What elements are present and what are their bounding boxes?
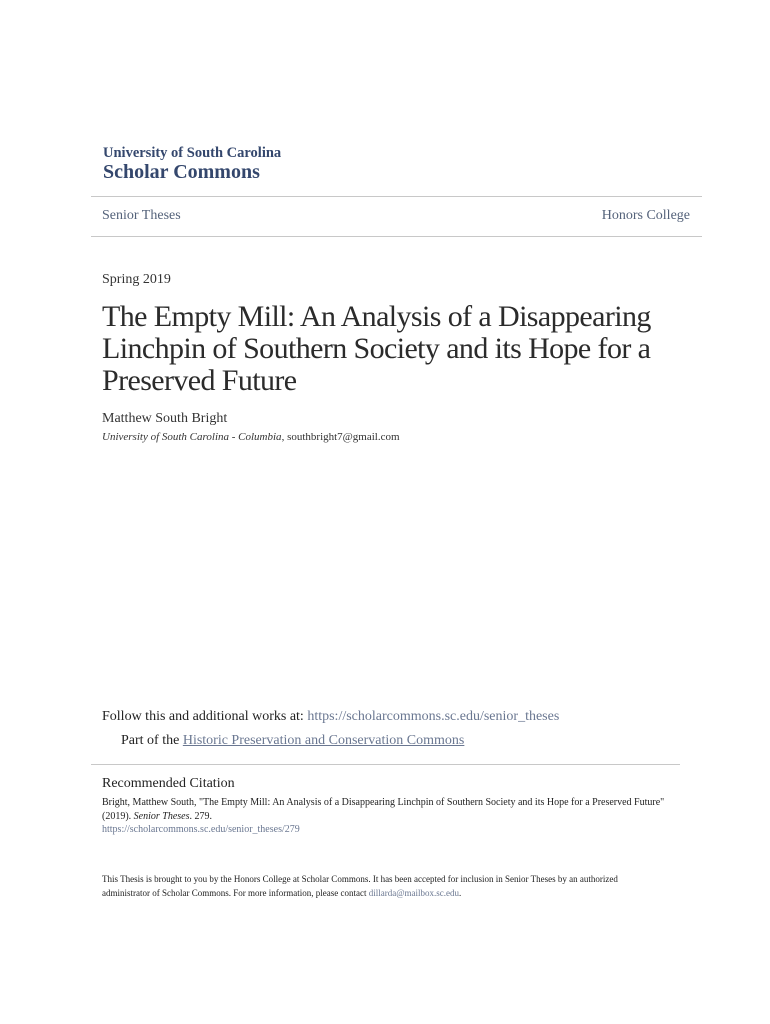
contact-email-link[interactable]: dillarda@mailbox.sc.edu [368, 888, 459, 898]
university-name: University of South Carolina [103, 145, 282, 161]
commons-discipline-link[interactable]: Historic Preservation and Conservation Commons [182, 733, 465, 748]
citation-number: . 279. [189, 811, 213, 822]
citation-series: Senior Theses [133, 811, 190, 822]
footer-notice [102, 872, 662, 900]
citation-url-link[interactable]: https://scholarcommons.sc.edu/senior_theses/279 [102, 824, 300, 835]
part-of-line [121, 733, 464, 749]
collection-link-honors-college[interactable]: Honors College [601, 208, 690, 223]
author-affiliation [102, 431, 400, 443]
citation-text [102, 796, 672, 824]
header-divider-top [91, 196, 702, 197]
follow-prefix: Follow this and additional works at: [102, 709, 308, 724]
citation-heading: Recommended Citation [102, 776, 235, 791]
affiliation-separator: , [281, 431, 288, 443]
publication-date: Spring 2019 [102, 272, 171, 287]
part-of-prefix: Part of the [121, 733, 183, 748]
author-email: southbright7@gmail.com [287, 431, 400, 443]
header-divider-bottom [91, 236, 702, 237]
affiliation-institution: University of South Carolina - Columbia [102, 431, 282, 443]
repository-name[interactable]: Scholar Commons [103, 161, 260, 183]
follow-url-link[interactable]: https://scholarcommons.sc.edu/senior_theses [307, 709, 560, 724]
citation-divider [91, 764, 680, 765]
citation-main: Bright, Matthew South, "The Empty Mill: An Analysis of a Disappearing Linchpin of Southern Society and its Hope for a Preserved Future" (2019). [102, 797, 665, 822]
footer-text: This Thesis is brought to you by the Honors College at Scholar Commons. It has been accepted for inclusion in Senior Theses by an authorized administrator of Scholar Commons. For more information, please contact [102, 874, 618, 898]
author-name: Matthew South Bright [102, 411, 228, 426]
follow-line [102, 709, 559, 725]
footer-end: . [458, 888, 462, 898]
collection-link-senior-theses[interactable]: Senior Theses [102, 208, 181, 223]
document-title: The Empty Mill: An Analysis of a Disappearing Linchpin of Southern Society and its Hope for a Preserved Future [102, 300, 651, 397]
